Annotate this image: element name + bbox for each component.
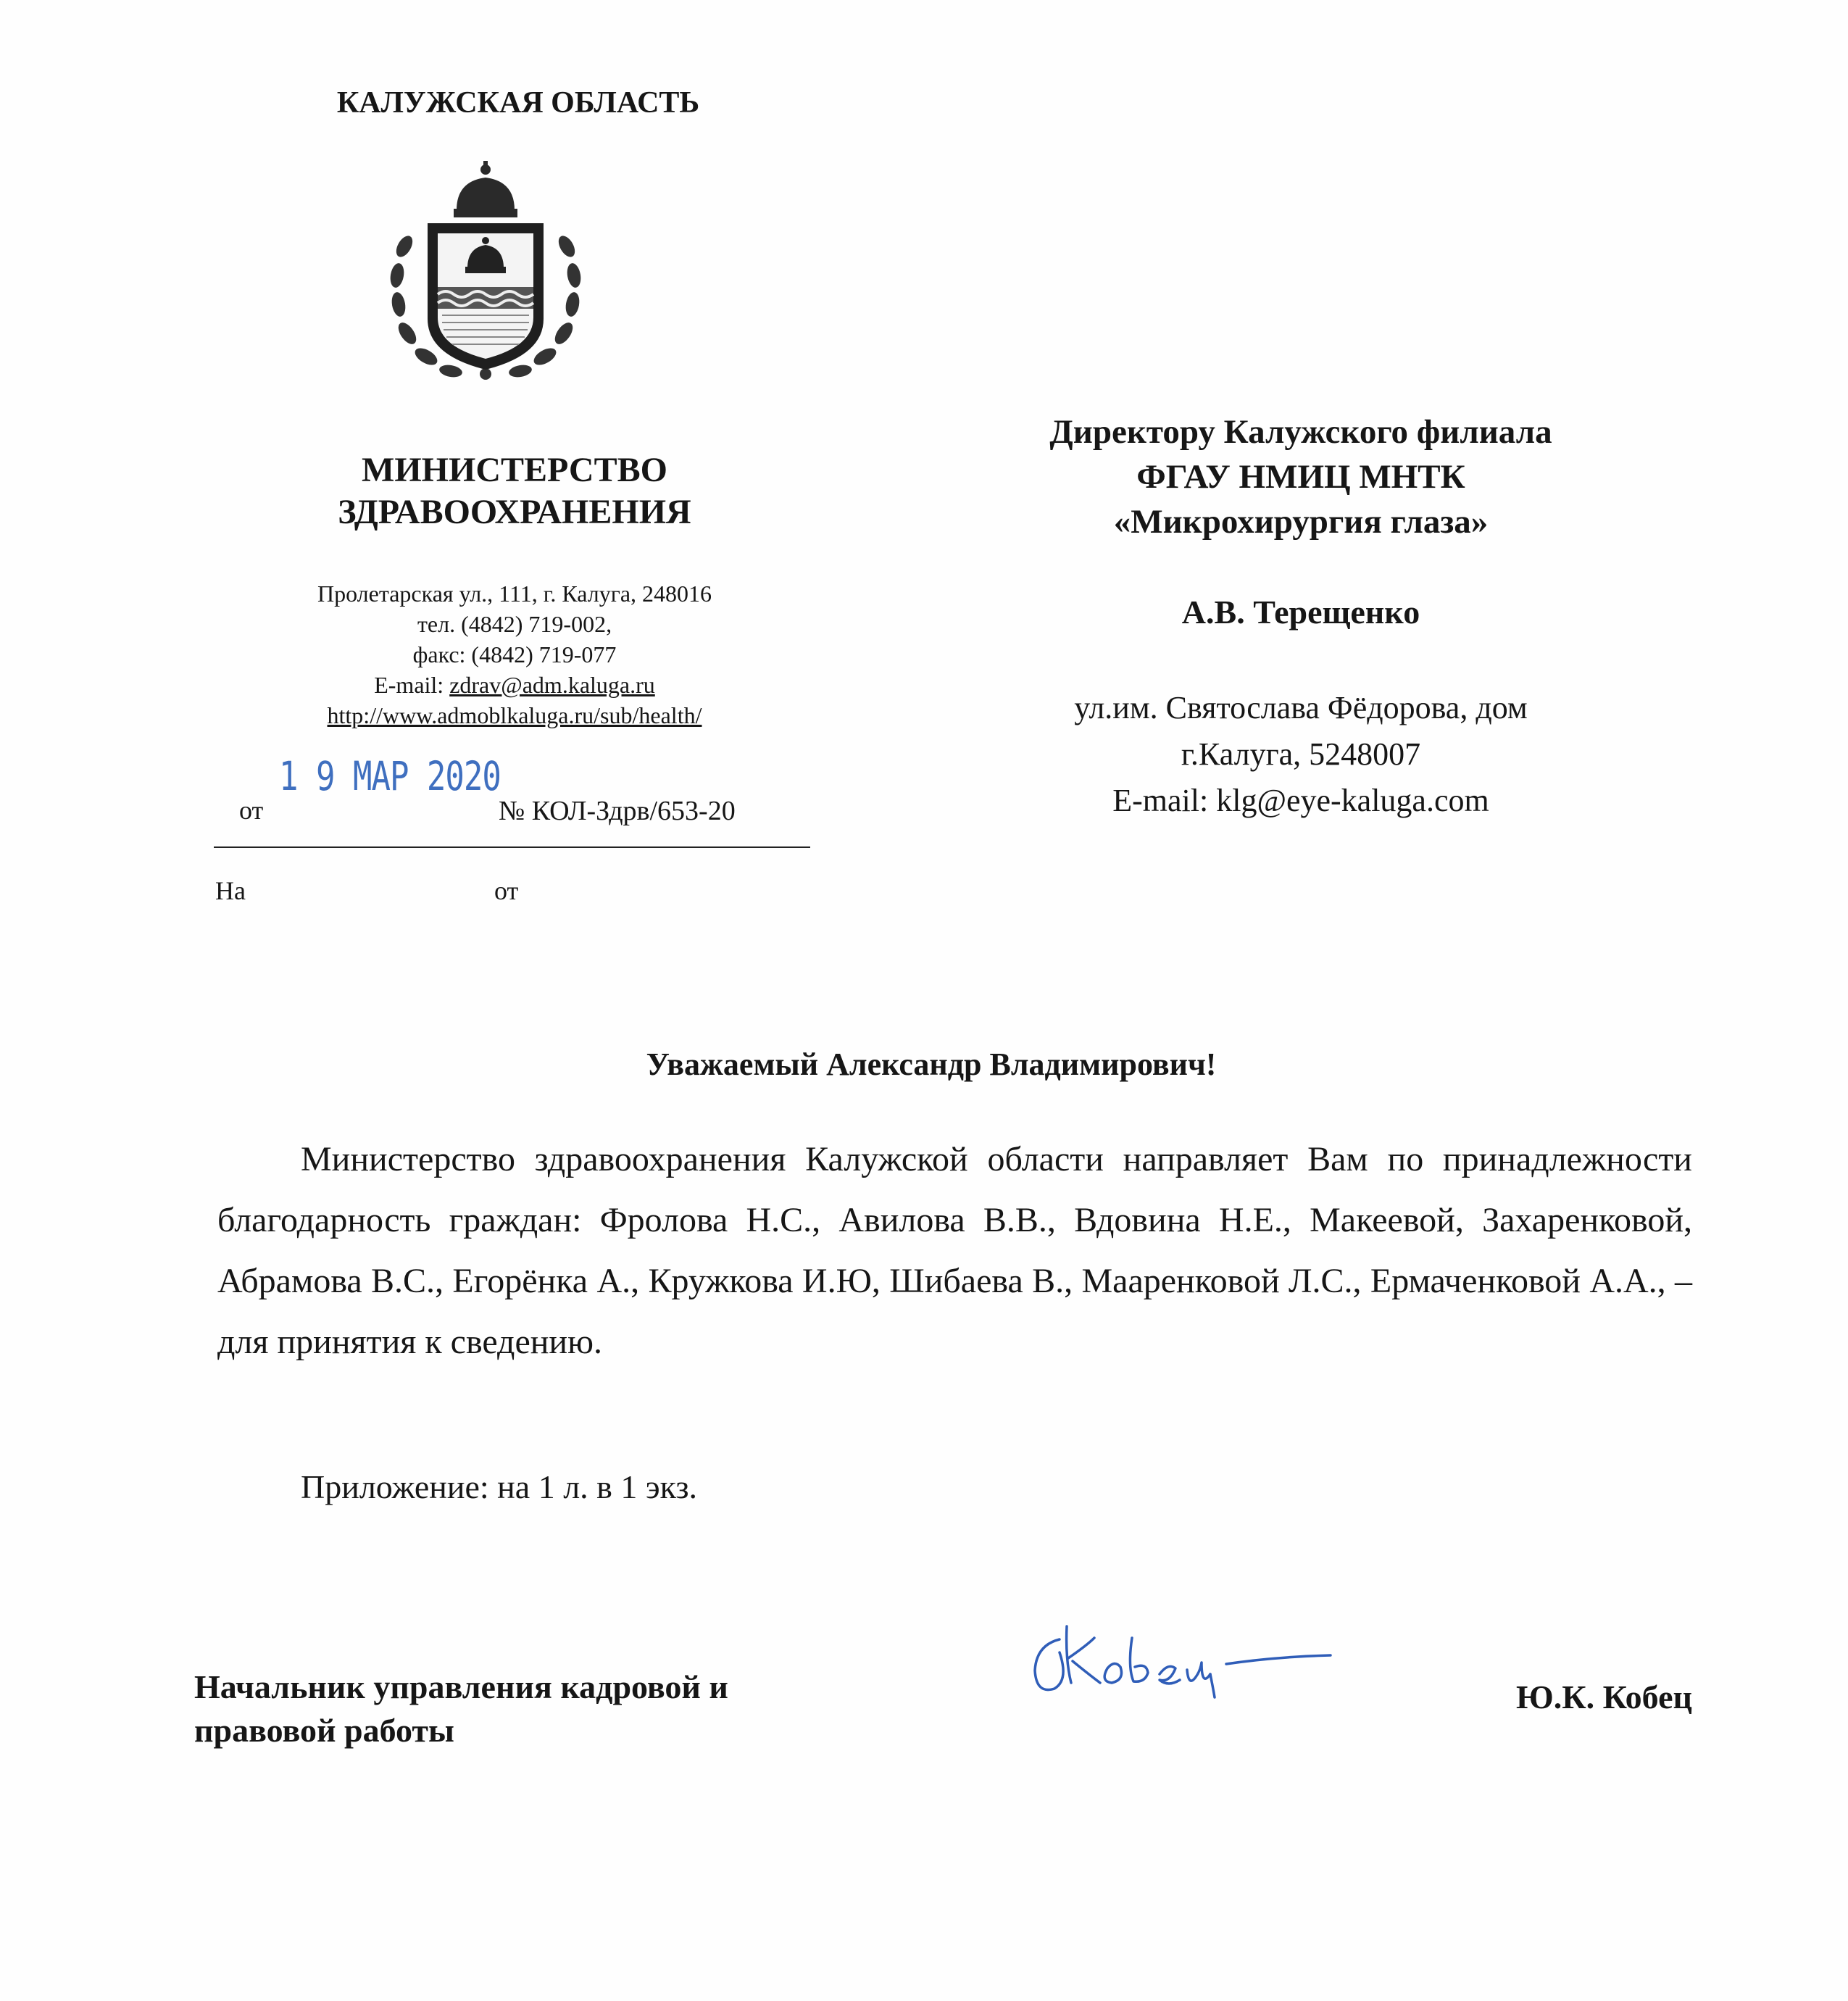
signatory-title	[194, 1665, 890, 1752]
ministry-website-link[interactable]: http://www.admoblkaluga.ru/sub/health/	[327, 702, 702, 728]
ministry-fax: факс: (4842) 719-077	[412, 641, 617, 667]
ministry-address: Пролетарская ул., 111, г. Калуга, 248016	[317, 581, 712, 607]
ministry-email-label: E-mail:	[374, 672, 450, 698]
signatory-name: Ю.К. Кобец	[1515, 1678, 1692, 1715]
ministry-email-link[interactable]: zdrav@adm.kaluga.ru	[449, 672, 655, 698]
ministry-phone: тел. (4842) 719-002,	[417, 611, 612, 637]
addressee-name: А.В. Терещенко	[1181, 594, 1420, 631]
ministry-name	[217, 449, 812, 533]
ministry-name-line2: ЗДРАВООХРАНЕНИЯ	[338, 493, 691, 531]
ministry-contacts	[217, 578, 812, 731]
signatory-title-line2: правовой работы	[194, 1712, 454, 1749]
reply-to-label: На	[215, 876, 246, 905]
addressee-street: ул.им. Святослава Фёдорова, дом	[1074, 690, 1528, 725]
letter-body-paragraph: Министерство здравоохранения Калужской области направляет Вам по принадлежности благодарность граждан: Фролова Н.С., Авилова В.В., Вдовина Н.Е., Макеевой, Захаренковой, Абрамова В.С., Егорёнка А., Кружкова И.Ю, Шибаева В., Мааренковой Л.С., Ермаченковой А.А., – для принятия к сведению.	[217, 1140, 1692, 1361]
salutation: Уважаемый Александр Владимирович!	[646, 1047, 1217, 1082]
region-heading: КАЛУЖСКАЯ ОБЛАСТЬ	[336, 86, 700, 120]
addressee-line2: ФГАУ НМИЦ МНТК	[1136, 458, 1465, 496]
ministry-email-line	[217, 670, 812, 700]
kaluga-coat-of-arms-icon	[377, 159, 594, 384]
addressee-contacts	[942, 685, 1660, 824]
addressee-email: E-mail: klg@eye-kaluga.com	[1112, 783, 1489, 818]
registration-divider	[214, 846, 810, 848]
from-label: от	[239, 796, 264, 825]
date-stamp: 1 9 МАР 2020	[279, 754, 501, 800]
outgoing-number: № КОЛ-Здрв/653-20	[499, 796, 736, 826]
addressee-line3: «Микрохирургия глаза»	[1113, 503, 1489, 541]
reply-from-label: от	[494, 876, 519, 905]
addressee-line1: Директору Калужского филиала	[1049, 413, 1552, 451]
handwritten-signature	[1015, 1602, 1333, 1710]
signatory-title-line1: Начальник управления кадровой и	[194, 1668, 728, 1705]
addressee-block	[957, 409, 1645, 544]
addressee-city: г.Калуга, 5248007	[1181, 736, 1421, 772]
ministry-name-line1: МИНИСТЕРСТВО	[362, 451, 667, 489]
attachment-note: Приложение: на 1 л. в 1 экз.	[301, 1468, 698, 1505]
